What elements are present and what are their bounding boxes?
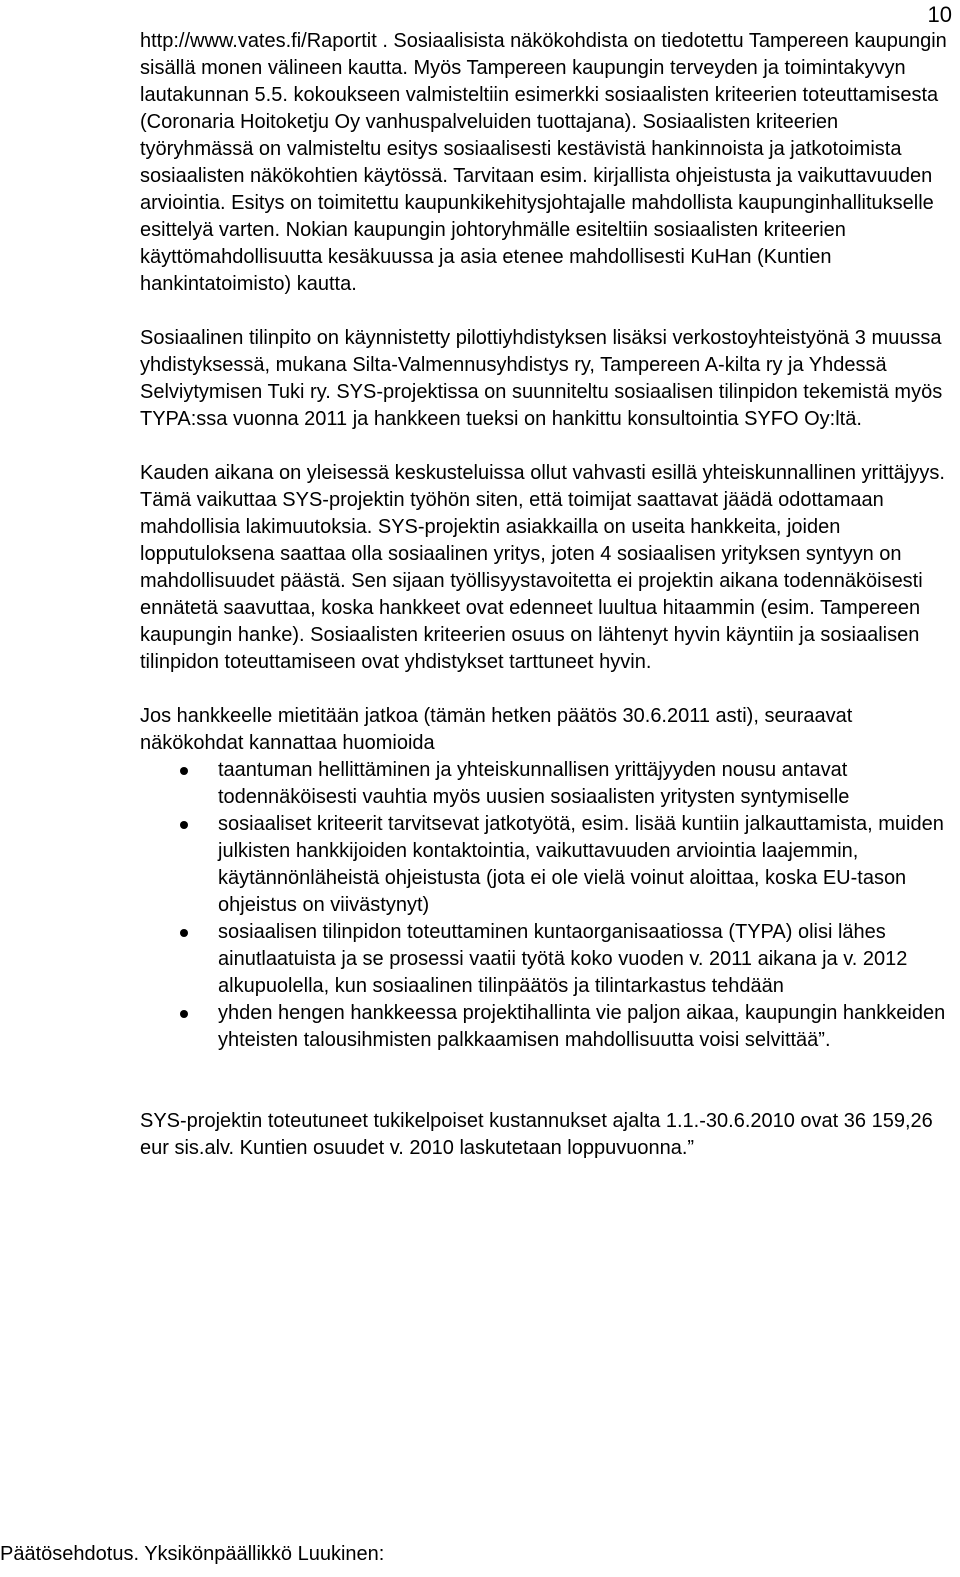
list-item: sosiaaliset kriteerit tarvitsevat jatkotyötä, esim. lisää kuntiin jalkauttamista, muiden julkisten hankkijoiden kontaktointia, vaikuttavuuden arviointia laajemmin, käytännönläheistä ohjeistusta (jota ei ole vielä voinut aloittaa, koska EU-tason ohjeistus on viivästynyt) — [140, 811, 956, 919]
paragraph-social-entrepreneurship: Kauden aikana on yleisessä keskusteluissa ollut vahvasti esillä yhteiskunnallinen yrittäjyys. Tämä vaikuttaa SYS-projektin työhön siten, että toimijat saattavat jäädä odottamaan mahdollisia lakimuutoksia. SYS-projektin asiakkailla on useita hankkeita, joiden lopputuloksena saattaa olla sosiaalinen yritys, joten 4 sosiaalisen yrityksen syntyyn on mahdollisuudet päästä. Sen sijaan työllisyystavoitetta ei projektin aikana todennäköisesti ennätetä saavuttaa, koska hankkeet ovat edenneet luultua hitaammin (esim. Tampereen kaupungin hanke). Sosiaalisten kriteerien osuus on lähtenyt hyvin käyntiin ja sosiaalisen tilinpidon toteuttamiseen ovat yhdistykset tarttuneet hyvin. — [140, 462, 945, 673]
document-body — [140, 28, 956, 1162]
list-item: yhden hengen hankkeessa projektihallinta vie paljon aikaa, kaupungin hankkeiden yhteisten talousihmisten palkkaamisen mahdollisuutta voisi selvittää”. — [140, 1000, 956, 1054]
paragraph-communication: http://www.vates.fi/Raportit . Sosiaalisista näkökohdista on tiedotettu Tampereen kaupungin sisällä monen välineen kautta. Myös Tampereen kaupungin terveyden ja toimintakyvyn lautakunnan 5.5. kokoukseen valmisteltiin esimerkki sosiaalisten kriteerien toteuttamisesta (Coronaria Hoitoketju Oy vanhuspalveluiden tuottajana). Sosiaalisten kriteerien työryhmässä on valmisteltu esitys sosiaalisesti kestävistä hankinnoista ja jatkotoimista sosiaalisten näkökohtien käytössä. Tarvitaan esim. kirjallista ohjeistusta ja vaikuttavuuden arviointia. Esitys on toimitettu kaupunkikehitysjohtajalle mahdollista kaupunginhallitukselle esittelyä varten. Nokian kaupungin johtoryhmälle esiteltiin sosiaalisten kriteerien käyttömahdollisuutta kesäkuussa ja asia etenee mahdollisesti KuHan (Kuntien hankintatoimisto) kautta. — [140, 30, 947, 295]
paragraph-costs: SYS-projektin toteutuneet tukikelpoiset kustannukset ajalta 1.1.-30.6.2010 ovat 36 159,26 eur sis.alv. Kuntien osuudet v. 2010 laskutetaan loppuvuonna.” — [140, 1110, 933, 1159]
decision-proposal-heading: Päätösehdotus. Yksikönpäällikkö Luukinen: — [0, 1543, 385, 1565]
considerations-list — [140, 757, 956, 1054]
list-item: sosiaalisen tilinpidon toteuttaminen kuntaorganisaatiossa (TYPA) olisi lähes ainutlaatuista ja se prosessi vaatii työtä koko vuoden v. 2011 aikana ja v. 2012 alkupuolella, kun sosiaalinen tilinpäätös ja tilintarkastus tehdään — [140, 919, 956, 1000]
page-number: 10 — [927, 2, 952, 27]
list-item: taantuman hellittäminen ja yhteiskunnallisen yrittäjyyden nousu antavat todennäköisesti vauhtia myös uusien sosiaalisten yritysten syntymiselle — [140, 757, 956, 811]
paragraph-social-accounting: Sosiaalinen tilinpito on käynnistetty pilottiyhdistyksen lisäksi verkostoyhteistyönä 3 muussa yhdistyksessä, mukana Silta-Valmennusyhdistys ry, Tampereen A-kilta ry ja Yhdessä Selviytymisen Tuki ry. SYS-projektissa on suunniteltu sosiaalisen tilinpidon tekemistä myös TYPA:ssa vuonna 2011 ja hankkeen tueksi on hankittu konsultointia SYFO Oy:ltä. — [140, 327, 943, 430]
paragraph-continuation-intro: Jos hankkeelle mietitään jatkoa (tämän hetken päätös 30.6.2011 asti), seuraavat näkökohdat kannattaa huomioida — [140, 705, 853, 754]
